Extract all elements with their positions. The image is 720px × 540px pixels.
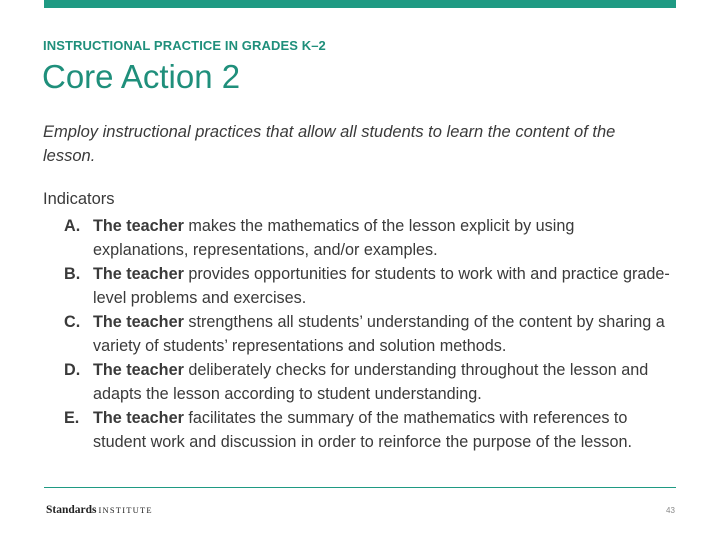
- indicator-subject: The teacher: [93, 265, 184, 283]
- indicator-item-e: [43, 406, 673, 454]
- indicator-list: [43, 214, 673, 454]
- indicator-item-b: [43, 262, 673, 310]
- indicator-subject: The teacher: [93, 361, 184, 379]
- top-accent-bar: [44, 0, 676, 8]
- page-number: 43: [666, 506, 675, 515]
- footer-divider: [44, 487, 676, 488]
- standards-institute-logo: [46, 504, 153, 516]
- indicator-text: facilitates the summary of the mathematics with references to student work and discussion in order to reinforce the purpose of the lesson.: [93, 409, 632, 451]
- indicator-item-c: [43, 310, 673, 358]
- logo-word-institute: INSTITUTE: [98, 505, 153, 515]
- page-title: Core Action 2: [42, 58, 241, 95]
- indicator-letter: D.: [64, 361, 81, 379]
- indicator-text: strengthens all students’ understanding of the content by sharing a variety of students’ representations and solution methods.: [93, 313, 665, 355]
- indicator-text: provides opportunities for students to work with and practice grade-level problems and exercises.: [93, 265, 670, 307]
- indicator-subject: The teacher: [93, 409, 184, 427]
- indicators-heading: Indicators: [43, 190, 115, 208]
- logo-word-standards: Standards: [46, 504, 97, 516]
- section-eyebrow: INSTRUCTIONAL PRACTICE IN GRADES K–2: [43, 38, 326, 53]
- indicator-text: makes the mathematics of the lesson explicit by using explanations, representations, and/or examples.: [93, 217, 575, 259]
- core-action-description: Employ instructional practices that allow all students to learn the content of the lesson.: [43, 123, 616, 165]
- indicator-item-d: [43, 358, 673, 406]
- indicator-letter: B.: [64, 265, 81, 283]
- indicator-item-a: [43, 214, 673, 262]
- indicator-subject: The teacher: [93, 313, 184, 331]
- indicator-letter: C.: [64, 313, 81, 331]
- indicator-text: deliberately checks for understanding throughout the lesson and adapts the lesson according to student understanding.: [93, 361, 649, 403]
- indicator-subject: The teacher: [93, 217, 184, 235]
- indicator-letter: E.: [64, 409, 80, 427]
- indicator-letter: A.: [64, 217, 81, 235]
